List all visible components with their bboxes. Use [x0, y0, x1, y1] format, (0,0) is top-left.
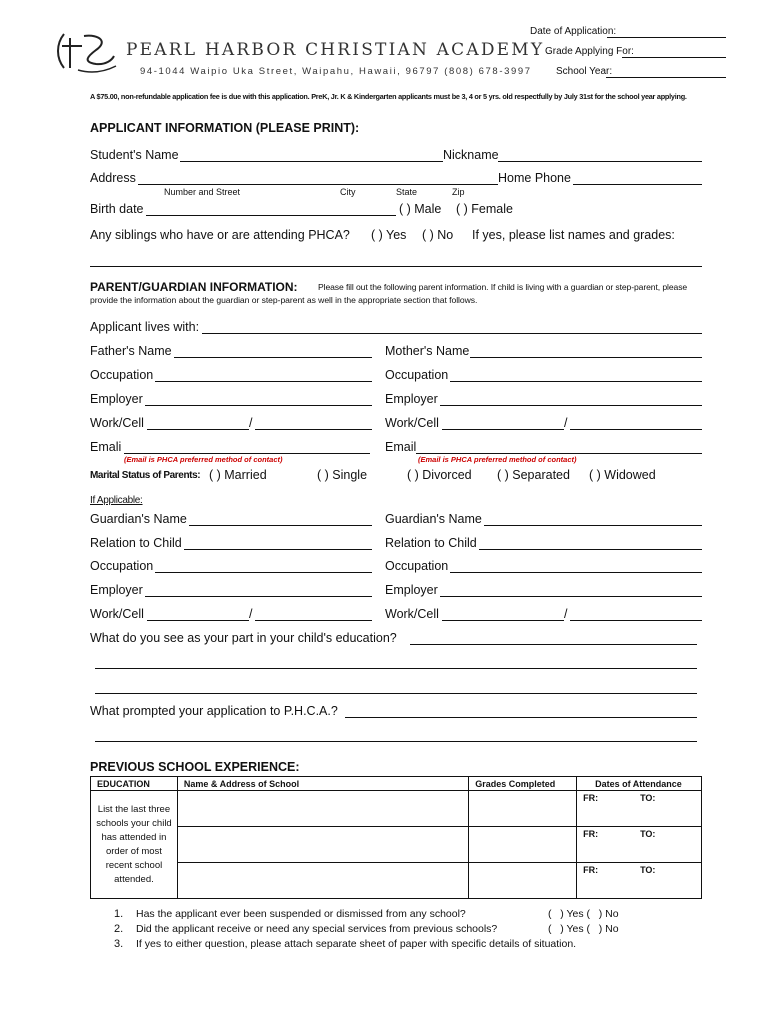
col-school-name: Name & Address of School: [177, 777, 468, 791]
guardian1-occupation-label: Occupation: [90, 559, 154, 573]
mother-email-field[interactable]: [416, 453, 702, 454]
question-2-text: Did the applicant receive or need any special services from previous schools?: [136, 923, 498, 935]
student-name-label: Student's Name: [90, 148, 179, 162]
school-1-fr: FR:: [583, 793, 599, 803]
school-3-name[interactable]: [177, 863, 468, 899]
parent-heading: PARENT/GUARDIAN INFORMATION:: [90, 280, 298, 294]
mother-email-label: Email: [385, 440, 417, 454]
school-2-dates[interactable]: [577, 827, 702, 863]
address-field[interactable]: [138, 184, 498, 185]
siblings-no-option[interactable]: ( ) No: [422, 228, 454, 242]
school-2-fr: FR:: [583, 829, 599, 839]
school-logo: [52, 28, 122, 78]
part-answer-line-3[interactable]: [95, 693, 697, 694]
list-note-5: recent school: [105, 859, 163, 871]
father-cell-field[interactable]: [255, 429, 372, 430]
home-phone-label: Home Phone: [498, 171, 571, 185]
col-education: EDUCATION: [91, 777, 178, 791]
question-3-text: If yes to either question, please attach separate sheet of paper with specific details of situation.: [136, 938, 577, 950]
school-2-name[interactable]: [177, 827, 468, 863]
father-email-note: (Email is PHCA preferred method of contact): [124, 455, 283, 464]
part-question: What do you see as your part in your child's education?: [90, 631, 397, 645]
single-option[interactable]: ( ) Single: [317, 468, 368, 482]
father-work-field[interactable]: [147, 429, 249, 430]
part-answer-line-2[interactable]: [95, 668, 697, 669]
list-note-2: schools your child: [96, 817, 172, 829]
guardian1-name-label: Guardian's Name: [90, 512, 187, 526]
divorced-option[interactable]: ( ) Divorced: [407, 468, 472, 482]
col-dates: Dates of Attendance: [577, 777, 702, 791]
col-grades: Grades Completed: [469, 777, 577, 791]
guardian2-slash: /: [564, 607, 568, 621]
birth-date-label: Birth date: [90, 202, 144, 216]
father-work-cell-label: Work/Cell: [90, 416, 144, 430]
father-employer-field[interactable]: [145, 405, 372, 406]
question-1-text: Has the applicant ever been suspended or dismissed from any school?: [136, 908, 466, 920]
list-note-6: attended.: [114, 873, 154, 885]
student-name-field[interactable]: [180, 161, 443, 162]
parent-instructions-1: Please fill out the following parent information. If child is living with a guardian or step-parent, please: [318, 282, 688, 292]
guardian1-employer-label: Employer: [90, 583, 143, 597]
prompted-answer-line-1[interactable]: [345, 717, 697, 718]
school-2-to: TO:: [640, 829, 656, 839]
school-3-grades[interactable]: [469, 863, 577, 899]
siblings-field[interactable]: [90, 266, 702, 267]
grade-applying-field[interactable]: [622, 57, 726, 58]
list-note-3: has attended in: [101, 831, 167, 843]
list-note-4: order of most: [105, 845, 162, 857]
guardian1-occupation-field[interactable]: [155, 572, 372, 573]
siblings-yes-option[interactable]: ( ) Yes: [371, 228, 407, 242]
question-1-options[interactable]: ( ) Yes ( ) No: [548, 908, 619, 920]
school-1-to: TO:: [640, 793, 656, 803]
zip-hint: Zip: [452, 187, 465, 197]
separated-option[interactable]: ( ) Separated: [497, 468, 570, 482]
guardian2-cell-field[interactable]: [570, 620, 702, 621]
date-of-application-field[interactable]: [607, 37, 726, 38]
nickname-label: Nickname: [443, 148, 499, 162]
guardian2-name-field[interactable]: [484, 525, 702, 526]
guardian1-work-field[interactable]: [147, 620, 249, 621]
question-2-number: 2.: [114, 923, 124, 935]
school-3-fr: FR:: [583, 865, 599, 875]
nickname-field[interactable]: [498, 161, 702, 162]
mothers-name-label: Mother's Name: [385, 344, 470, 358]
home-phone-field[interactable]: [573, 184, 702, 185]
school-1-name[interactable]: [177, 791, 468, 827]
mother-employer-field[interactable]: [440, 405, 702, 406]
marital-status-label: Marital Status of Parents:: [90, 470, 201, 481]
mother-email-note: (Email is PHCA preferred method of contact): [418, 455, 577, 464]
school-name: PEARL HARBOR CHRISTIAN ACADEMY: [126, 40, 545, 60]
mother-cell-field[interactable]: [570, 429, 702, 430]
previous-school-heading: PREVIOUS SCHOOL EXPERIENCE:: [90, 760, 300, 774]
male-option[interactable]: ( ) Male: [399, 202, 442, 216]
list-note-cell: [91, 791, 178, 899]
lives-with-label: Applicant lives with:: [90, 320, 200, 334]
question-1-number: 1.: [114, 908, 124, 920]
siblings-question: Any siblings who have or are attending PHCA?: [90, 228, 350, 242]
guardian1-slash: /: [249, 607, 253, 621]
mother-work-field[interactable]: [442, 429, 564, 430]
lives-with-field[interactable]: [202, 333, 702, 334]
father-email-field[interactable]: [124, 453, 370, 454]
school-1-dates[interactable]: [577, 791, 702, 827]
mother-slash: /: [564, 416, 568, 430]
guardian1-relation-label: Relation to Child: [90, 536, 182, 550]
school-year-field[interactable]: [606, 77, 726, 78]
mother-occupation-label: Occupation: [385, 368, 449, 382]
city-hint: City: [340, 187, 356, 197]
previous-school-table: [90, 776, 702, 899]
married-option[interactable]: ( ) Married: [209, 468, 267, 482]
guardian1-name-field[interactable]: [189, 525, 372, 526]
guardian2-name-label: Guardian's Name: [385, 512, 482, 526]
female-option[interactable]: ( ) Female: [456, 202, 513, 216]
guardian2-employer-label: Employer: [385, 583, 438, 597]
guardian1-employer-field[interactable]: [145, 596, 372, 597]
state-hint: State: [396, 187, 418, 197]
date-of-application-label: Date of Application:: [530, 26, 617, 37]
school-year-label: School Year:: [556, 66, 613, 77]
parent-instructions-2: provide the information about the guardian or step-parent as well in the appropriate section that follows.: [90, 295, 478, 305]
widowed-option[interactable]: ( ) Widowed: [589, 468, 656, 482]
guardian1-work-cell-label: Work/Cell: [90, 607, 144, 621]
guardian2-relation-field[interactable]: [479, 549, 702, 550]
guardian2-relation-label: Relation to Child: [385, 536, 477, 550]
applicant-heading: APPLICANT INFORMATION (PLEASE PRINT):: [90, 121, 360, 135]
school-2-grades[interactable]: [469, 827, 577, 863]
prompted-answer-line-2[interactable]: [95, 741, 697, 742]
guardian2-employer-field[interactable]: [440, 596, 702, 597]
fee-notice: A $75.00, non-refundable application fee is due with this application. PreK, Jr. K & Kindergarten applicants must be 3, 4 or 5 yrs. old respectfully by July 31st for the school year applying.: [90, 92, 687, 101]
question-3-number: 3.: [114, 938, 124, 950]
guardian2-work-field[interactable]: [442, 620, 564, 621]
guardian2-occupation-field[interactable]: [450, 572, 702, 573]
guardian2-work-cell-label: Work/Cell: [385, 607, 439, 621]
father-occupation-field[interactable]: [155, 381, 372, 382]
guardian2-occupation-label: Occupation: [385, 559, 449, 573]
part-answer-line-1[interactable]: [410, 644, 697, 645]
school-1-grades[interactable]: [469, 791, 577, 827]
siblings-note: If yes, please list names and grades:: [472, 228, 675, 242]
grade-applying-label: Grade Applying For:: [545, 46, 634, 57]
fathers-name-label: Father's Name: [90, 344, 172, 358]
mothers-name-field[interactable]: [470, 357, 702, 358]
guardian1-relation-field[interactable]: [184, 549, 372, 550]
fathers-name-field[interactable]: [174, 357, 372, 358]
guardian1-cell-field[interactable]: [255, 620, 372, 621]
list-note-1: List the last three: [97, 803, 171, 815]
father-email-label: Emali: [90, 440, 122, 454]
mother-employer-label: Employer: [385, 392, 438, 406]
father-slash: /: [249, 416, 253, 430]
if-applicable-label: If Applicable:: [90, 495, 143, 506]
father-occupation-label: Occupation: [90, 368, 154, 382]
mother-occupation-field[interactable]: [450, 381, 702, 382]
mother-work-cell-label: Work/Cell: [385, 416, 439, 430]
prompted-question: What prompted your application to P.H.C.A.?: [90, 704, 338, 718]
question-2-options[interactable]: ( ) Yes ( ) No: [548, 923, 619, 935]
birth-date-field[interactable]: [146, 215, 396, 216]
school-3-to: TO:: [640, 865, 656, 875]
street-hint: Number and Street: [164, 187, 241, 197]
school-address: 94-1044 Waipio Uka Street, Waipahu, Hawaii, 96797 (808) 678-3997: [140, 66, 532, 77]
school-3-dates[interactable]: [577, 863, 702, 899]
father-employer-label: Employer: [90, 392, 143, 406]
address-label: Address: [90, 171, 136, 185]
